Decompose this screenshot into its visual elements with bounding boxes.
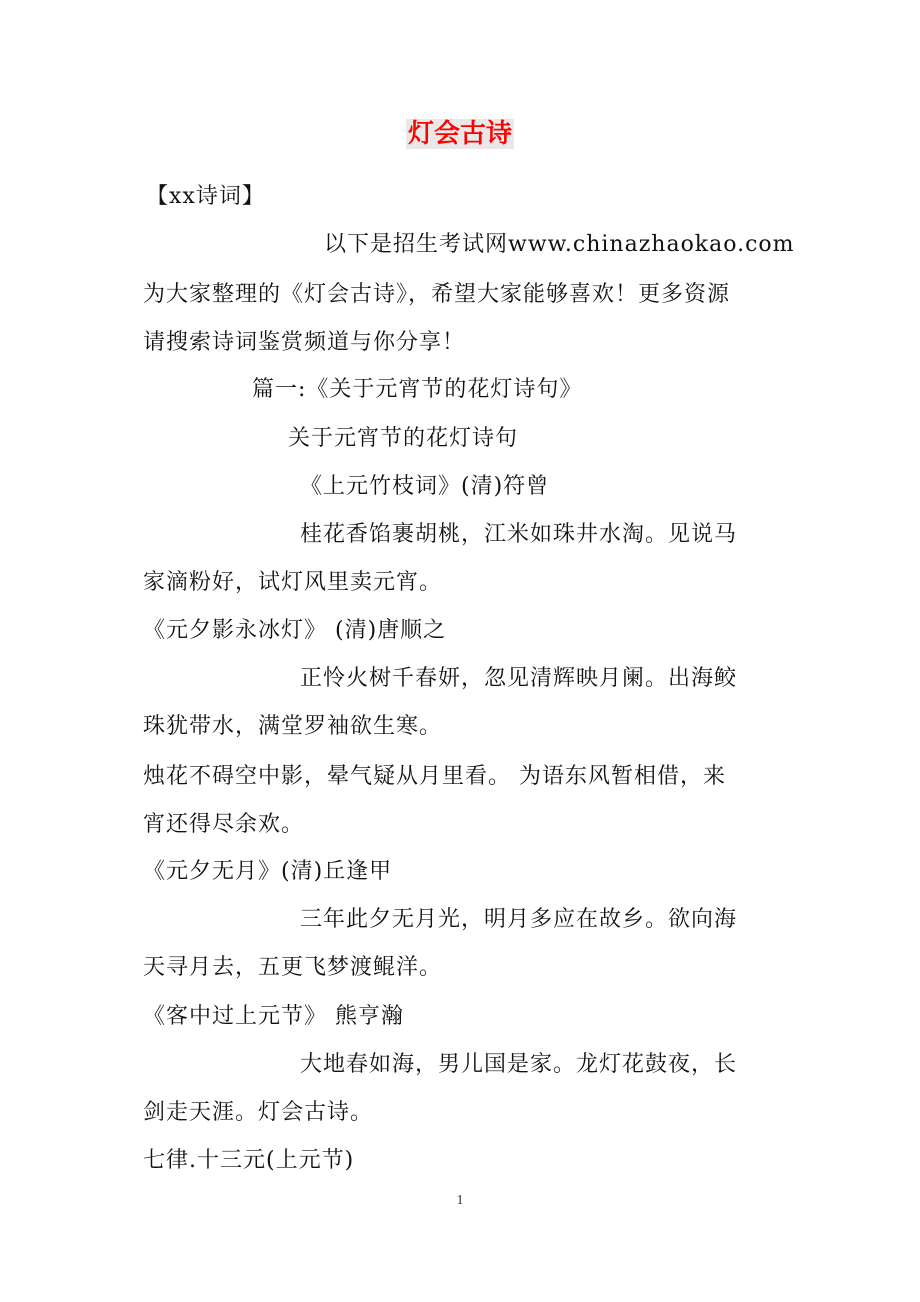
poem-line: 天寻月去，五更飞梦渡鲲洋。 [143,955,443,980]
poem-title: 《元夕无月》(清)丘逢甲 [143,859,393,884]
paragraph-line: 以下是招生考试网www.chinazhaokao.com [324,232,795,257]
poem-title: 《元夕影永冰灯》 (清)唐顺之 [143,618,447,643]
page-number: 1 [456,1193,464,1208]
poem-title: 《上元竹枝词》(清)符曾 [300,474,550,499]
poem-line: 三年此夕无月光，明月多应在故乡。欲向海 [300,907,738,932]
section-heading: 篇一:《关于元宵节的花灯诗句》 [252,377,583,402]
category-tag: 【xx诗词】 [146,184,265,209]
poem-title: 《客中过上元节》 熊亨瀚 [143,1004,404,1029]
poem-line: 正怜火树千春妍，忽见清辉映月阑。出海鲛 [300,666,738,691]
subheading: 关于元宵节的花灯诗句 [288,426,519,451]
poem-line: 大地春如海，男儿国是家。龙灯花鼓夜，长 [300,1052,738,1077]
document-title-text: 灯会古诗 [407,119,512,149]
document-title [0,112,920,156]
poem-line: 桂花香馅裹胡桃，江米如珠井水淘。见说马 [300,522,738,547]
poem-line: 珠犹带水，满堂罗袖欲生寒。 [143,714,443,739]
poem-title: 七律.十三元(上元节) [143,1148,355,1173]
poem-line: 剑走天涯。灯会古诗。 [143,1100,374,1125]
paragraph-line: 请搜索诗词鉴赏频道与你分享！ [143,330,466,355]
poem-line: 宵还得尽余欢。 [143,812,305,837]
paragraph-line: 为大家整理的《灯会古诗》，希望大家能够喜欢！更多资源 [143,282,731,307]
poem-line: 烛花不碍空中影，晕气疑从月里看。 为语东风暂相借，来 [143,764,726,789]
poem-line: 家滴粉好，试灯风里卖元宵。 [143,570,443,595]
